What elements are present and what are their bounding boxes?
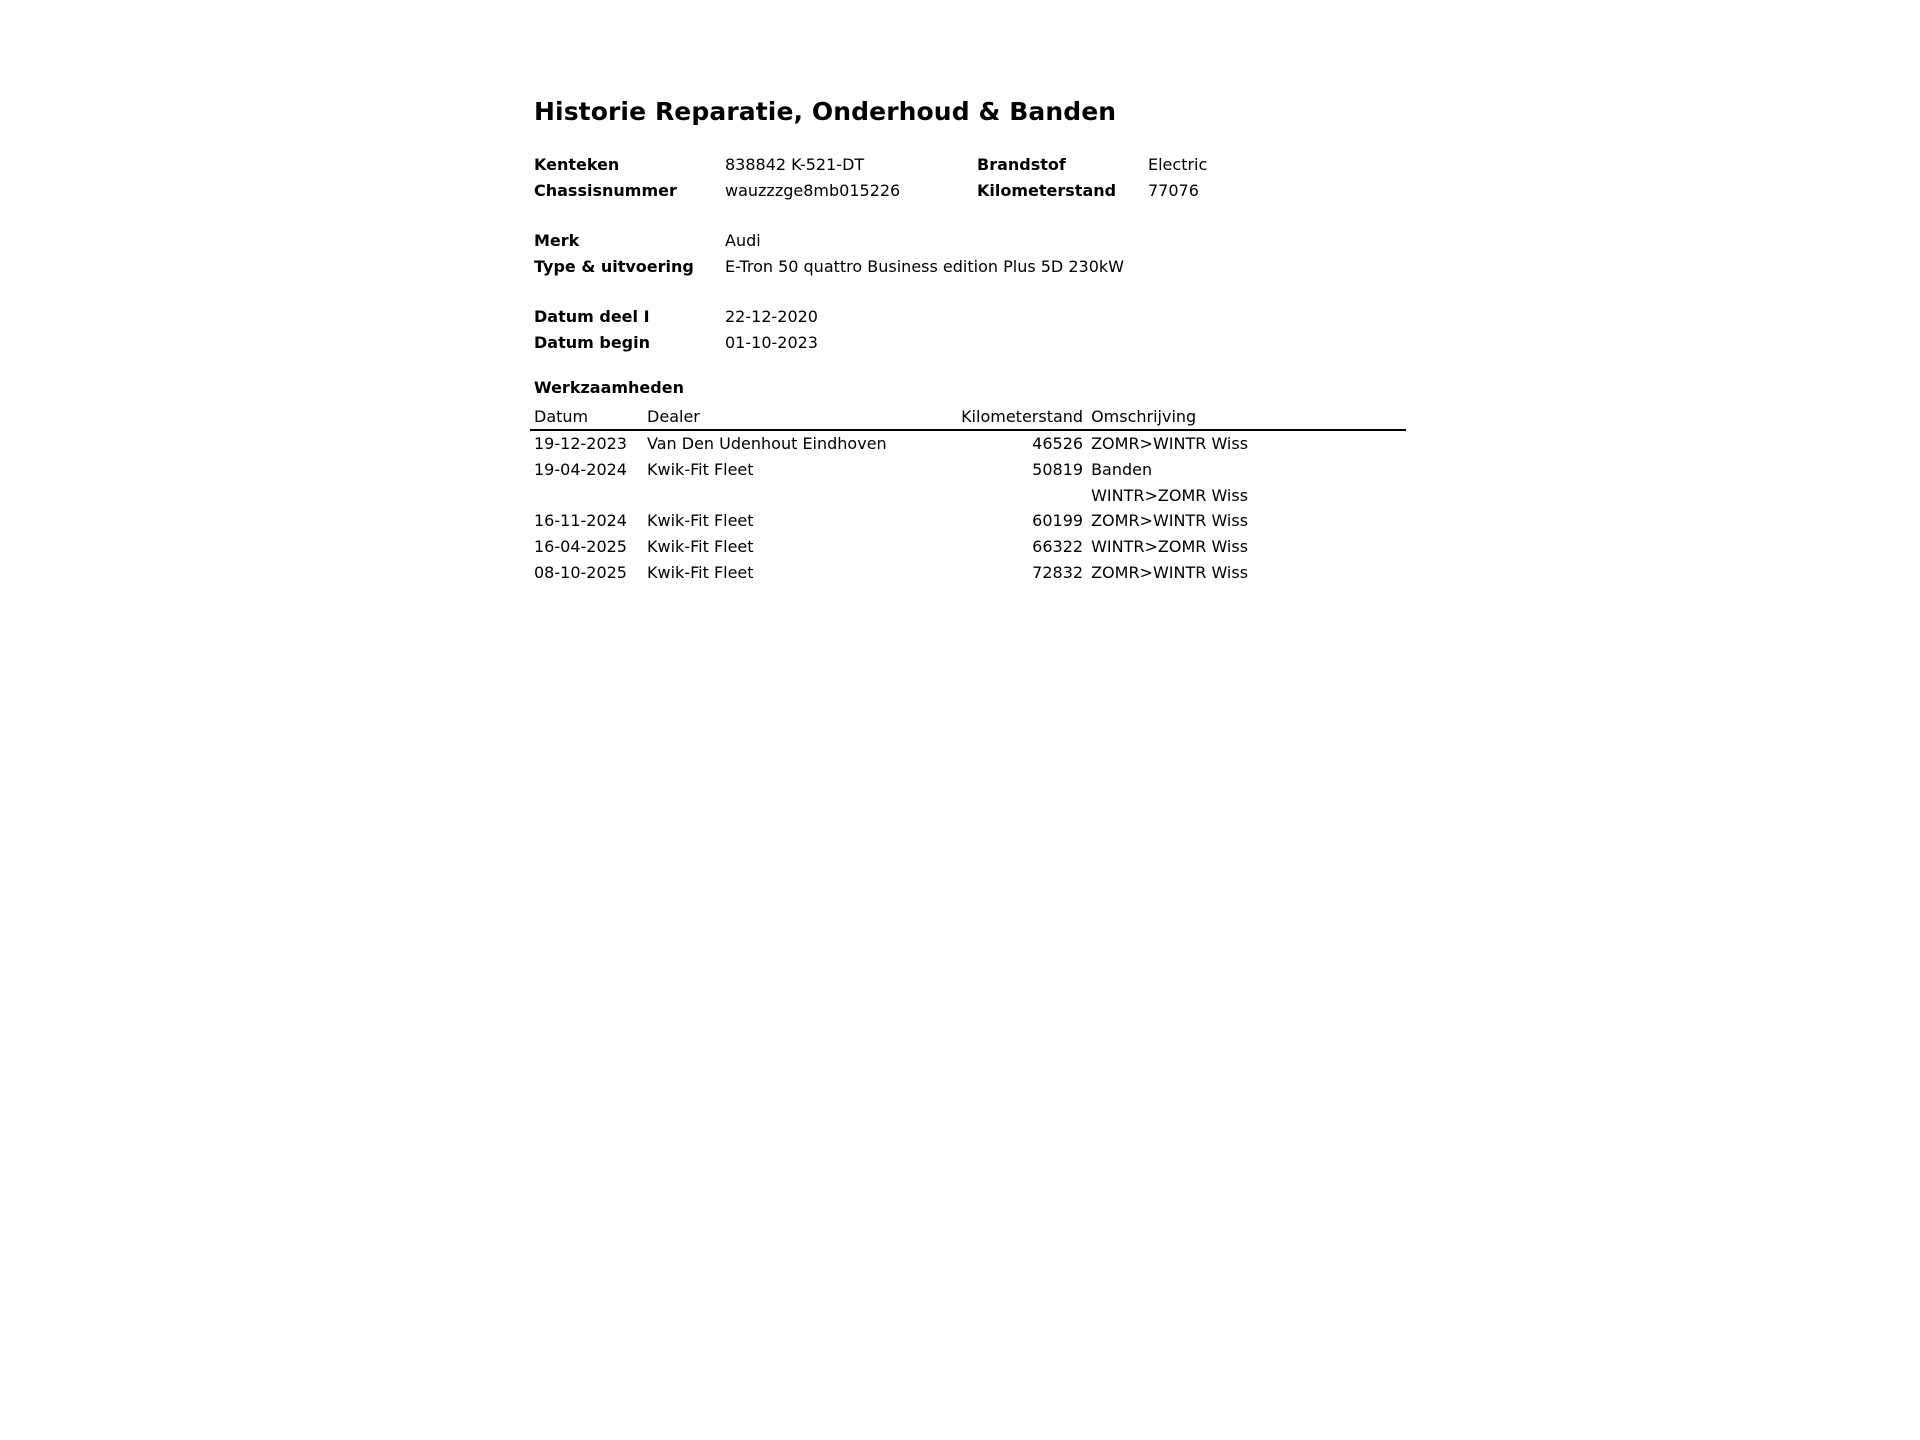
vehicle-info	[534, 152, 1410, 356]
cell-date: 08-10-2025	[534, 562, 627, 582]
column-header-omschrijving: Omschrijving	[1087, 404, 1406, 431]
cell-km: 72832	[1032, 562, 1084, 582]
cell-date: 19-12-2023	[534, 434, 627, 454]
cell-description: ZOMR>WINTR Wiss	[1091, 562, 1249, 582]
table-row	[530, 560, 1406, 586]
cell-dealer: Kwik-Fit Fleet	[647, 562, 754, 582]
info-row-datum-deel	[534, 304, 1410, 330]
document-page	[534, 92, 1410, 585]
cell-km: 50819	[1032, 459, 1084, 479]
kilometerstand-value: 77076	[1148, 180, 1199, 200]
cell-date: 19-04-2024	[534, 459, 627, 479]
cell-dealer	[643, 483, 905, 509]
cell-km	[905, 483, 1087, 509]
works-table	[530, 404, 1406, 586]
info-row-kenteken	[534, 152, 1410, 178]
datum-begin-label: Datum begin	[534, 332, 650, 352]
cell-dealer: Kwik-Fit Fleet	[647, 459, 754, 479]
type-value: E-Tron 50 quattro Business edition Plus 5D 230kW	[725, 256, 1124, 276]
spacer	[534, 203, 1410, 228]
column-header-kilometerstand: Kilometerstand	[905, 404, 1087, 431]
cell-dealer: Kwik-Fit Fleet	[647, 537, 754, 557]
column-header-datum: Datum	[530, 404, 643, 431]
brandstof-label: Brandstof	[977, 155, 1066, 174]
cell-description: WINTR>ZOMR Wiss	[1091, 485, 1249, 505]
chassis-value: wauzzzge8mb015226	[725, 180, 901, 200]
merk-value: Audi	[725, 231, 761, 251]
datum-deel-value: 22-12-2020	[725, 307, 818, 327]
chassis-label: Chassisnummer	[534, 180, 677, 200]
cell-dealer: Van Den Udenhout Eindhoven	[647, 434, 887, 454]
merk-label: Merk	[534, 231, 580, 251]
info-row-chassis	[534, 178, 1410, 204]
kilometerstand-label: Kilometerstand	[977, 180, 1117, 200]
cell-dealer: Kwik-Fit Fleet	[647, 511, 754, 531]
cell-description: ZOMR>WINTR Wiss	[1091, 434, 1249, 454]
table-header-row	[530, 404, 1406, 431]
cell-km: 46526	[1032, 434, 1084, 454]
cell-description: Banden	[1091, 459, 1153, 479]
kenteken-value: 838842 K-521-DT	[725, 155, 865, 174]
brandstof-value: Electric	[1148, 155, 1208, 174]
kenteken-label: Kenteken	[534, 155, 620, 174]
cell-description: WINTR>ZOMR Wiss	[1091, 537, 1249, 557]
info-row-datum-begin	[534, 330, 1410, 356]
table-row	[530, 457, 1406, 483]
page-title: Historie Reparatie, Onderhoud & Banden	[534, 97, 1117, 126]
datum-deel-label: Datum deel I	[534, 307, 650, 327]
cell-date: 16-04-2025	[534, 537, 627, 557]
table-row	[530, 534, 1406, 560]
datum-begin-value: 01-10-2023	[725, 332, 818, 352]
info-row-merk	[534, 228, 1410, 254]
cell-km: 60199	[1032, 511, 1084, 531]
type-label: Type & uitvoering	[534, 256, 694, 276]
table-row	[530, 483, 1406, 509]
table-row	[530, 508, 1406, 534]
cell-date	[530, 483, 643, 509]
info-row-type	[534, 254, 1410, 280]
works-section-title: Werkzaamheden	[534, 377, 684, 397]
column-header-dealer: Dealer	[643, 404, 905, 431]
spacer	[534, 279, 1410, 304]
table-row	[530, 430, 1406, 457]
cell-km: 66322	[1032, 537, 1084, 557]
cell-date: 16-11-2024	[534, 511, 627, 531]
cell-description: ZOMR>WINTR Wiss	[1091, 511, 1249, 531]
